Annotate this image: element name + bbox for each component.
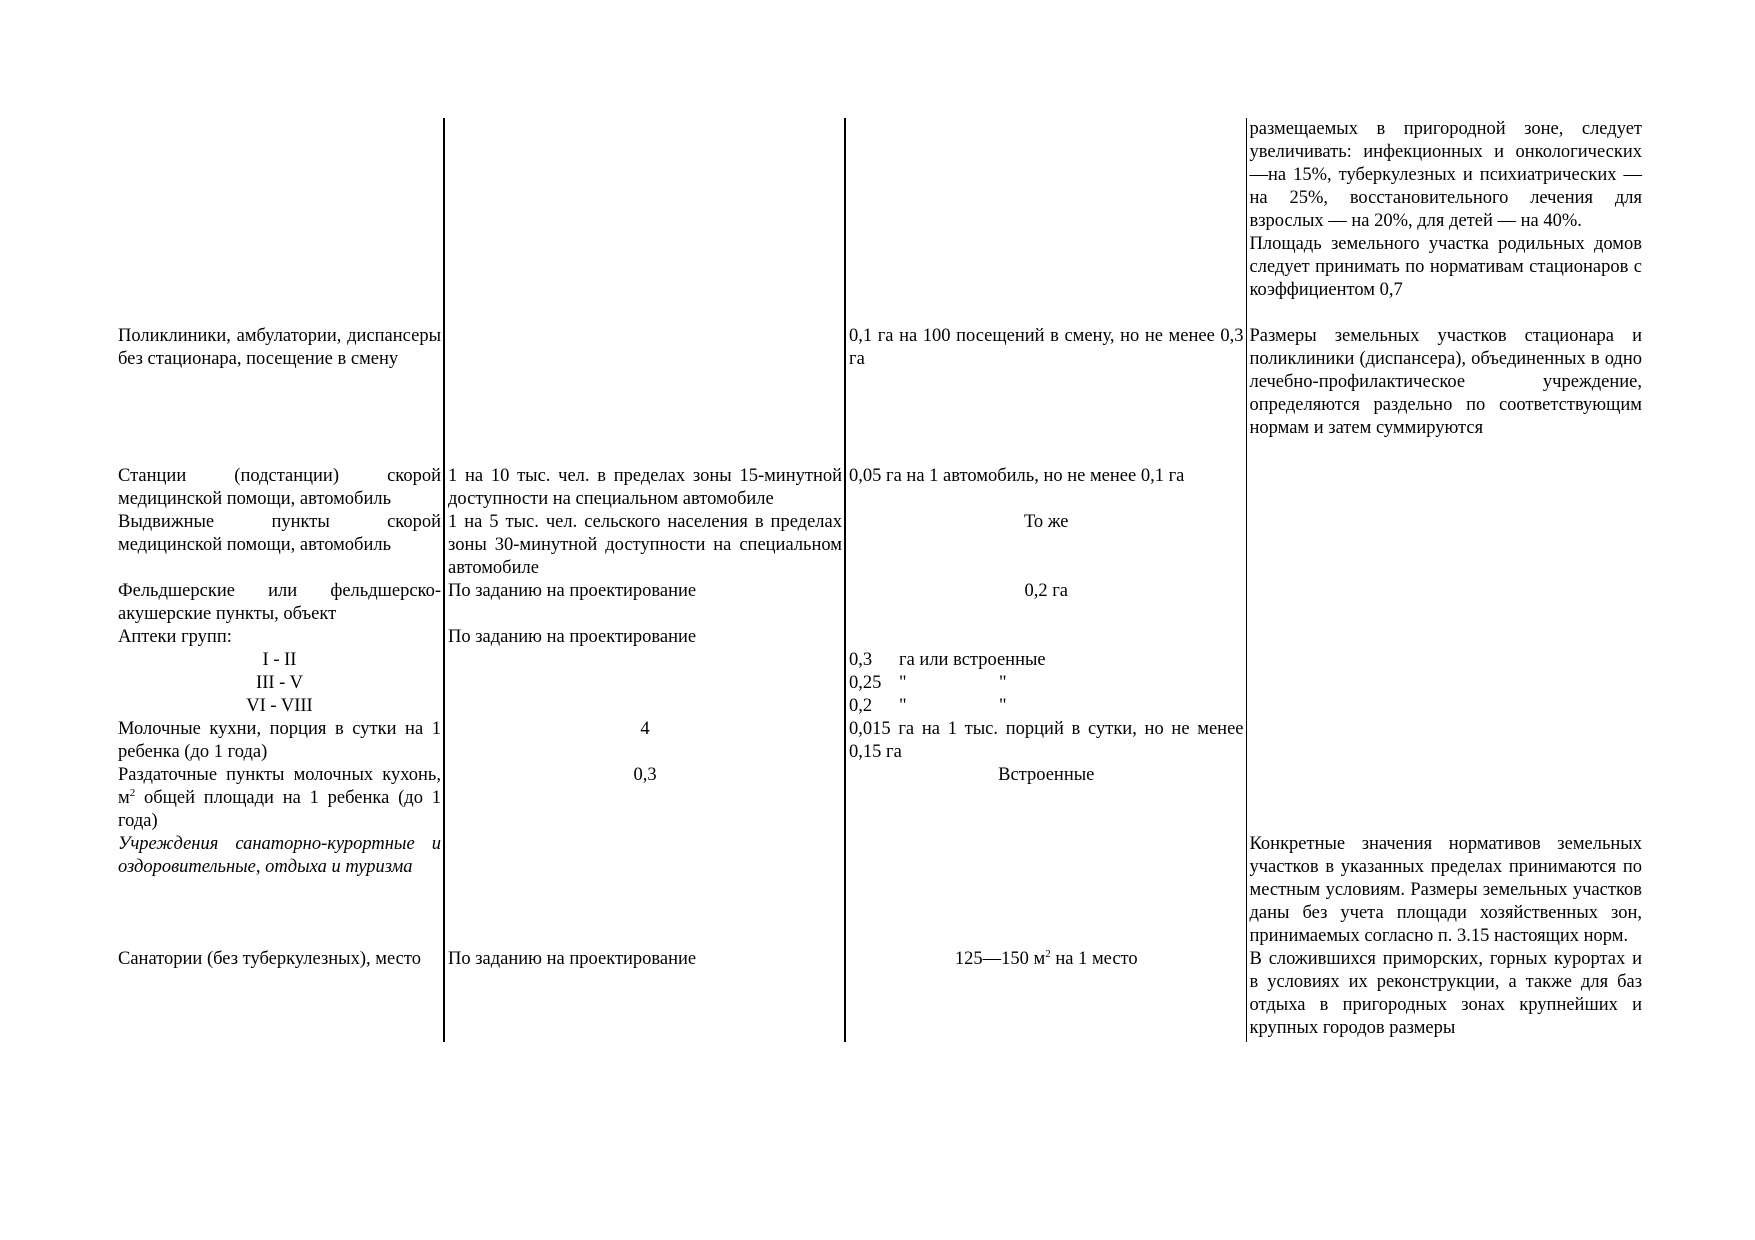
notes-cell (1246, 626, 1644, 718)
land-area-cell: 0,2 га (845, 580, 1246, 626)
land-area-cell: 0,05 га на 1 автомобиль, но не менее 0,1 га (845, 465, 1246, 511)
table-row (117, 511, 1644, 580)
land-area-cell: 125—150 $м^2$ на 1 место (845, 948, 1246, 1042)
pharmacy-group: VI - VIII (246, 696, 313, 716)
norms-table (117, 118, 1644, 1042)
land-area-cell: То же (845, 511, 1246, 580)
capacity-norm-cell: 1 на 5 тыс. чел. сельского населения в пределах зоны 30-минутной доступности на специальном автомобиле (444, 511, 845, 580)
notes-cell (1246, 511, 1644, 580)
land-area-cell (845, 833, 1246, 948)
notes-cell (1246, 118, 1644, 325)
capacity-norm-cell: По заданию на проектирование (444, 580, 845, 626)
table-row (117, 718, 1644, 764)
land-area-cell: 0,015 га на 1 тыс. порций в сутки, но не менее 0,15 га (845, 718, 1246, 764)
capacity-norm-cell (444, 118, 845, 325)
notes-cell: Размеры земельных участков стационара и поликлиники (диспансера), объединенных в одно лечебно-профилактическое учреждение, определяются раздельно по соответствующим нормам и затем суммируются (1246, 325, 1644, 465)
notes-text: размещаемых в пригородной зоне, следует увеличивать: инфекционных и онкологических —на 15%, туберкулезных и психиатрических — на 25%, восстановительного лечения для взрослых — на 20%, для детей — на 40%. (1249, 119, 1642, 231)
capacity-norm-cell: 1 на 10 тыс. чел. в пределах зоны 15-минутной доступности на специальном автомобиле (444, 465, 845, 511)
facility-cell: Раздаточные пункты молочных кухонь, $м^2$ общей площади на 1 ребенка (до 1 года) (118, 765, 441, 831)
capacity-norm-cell: По заданию на проектирование (444, 948, 845, 1042)
notes-cell (1246, 718, 1644, 764)
notes-cell (1246, 764, 1644, 833)
notes-cell: В сложившихся приморских, горных курортах и в условиях их реконструкции, а также для баз отдыха в пригородных зонах крупнейших и крупных городов размеры (1246, 948, 1644, 1042)
notes-text: Площадь земельного участка родильных домов следует принимать по нормативам стационаров с коэффициентом 0,7 (1249, 234, 1642, 300)
land-area-cell: 0,1 га на 100 посещений в смену, но не менее 0,3 га (845, 325, 1246, 465)
facility-cell: Выдвижные пункты скорой медицинской помощи, автомобиль (118, 512, 441, 555)
pharmacy-group: I - II (262, 650, 297, 670)
capacity-norm-cell (444, 325, 845, 465)
facility-cell (117, 626, 444, 718)
table-row (117, 948, 1644, 1042)
pharmacy-heading: Аптеки групп: (118, 627, 232, 647)
land-area-cell: Встроенные (845, 764, 1246, 833)
table-row (117, 626, 1644, 718)
capacity-norm-cell: 4 (444, 718, 845, 764)
table-row (117, 325, 1644, 465)
facility-cell: Санатории (без туберкулезных), место (118, 949, 421, 969)
section-heading-cell: Учреждения санаторно-курортные и оздоровительные, отдыха и туризма (118, 834, 441, 877)
table-row (117, 465, 1644, 511)
land-area-cell (845, 118, 1246, 325)
table-row (117, 118, 1644, 325)
pharmacy-area-line: 0,2 " " (849, 696, 1007, 716)
notes-cell (1246, 580, 1644, 626)
capacity-norm-cell: По заданию на проектирование (444, 626, 845, 718)
facility-cell: Молочные кухни, порция в сутки на 1 ребенка (до 1 года) (118, 719, 441, 762)
notes-cell: Конкретные значения нормативов земельных участков в указанных пределах принимаются по местным условиям. Размеры земельных участков даны без учета площади хозяйственных зон, принимаемых согласно п. 3.15 настоящих норм. (1246, 833, 1644, 948)
table-row (117, 580, 1644, 626)
facility-cell: Фельдшерские или фельдшерско-акушерские пункты, объект (118, 581, 441, 624)
table-row (117, 833, 1644, 948)
pharmacy-group: III - V (256, 673, 303, 693)
land-area-cell (845, 626, 1246, 718)
notes-cell (1246, 465, 1644, 511)
facility-cell (117, 118, 444, 325)
pharmacy-area-line: 0,3 га или встроенные (849, 650, 1046, 670)
facility-cell: Станции (подстанции) скорой медицинской помощи, автомобиль (118, 466, 441, 509)
capacity-norm-cell: 0,3 (444, 764, 845, 833)
pharmacy-area-line: 0,25 " " (849, 673, 1007, 693)
capacity-norm-cell (444, 833, 845, 948)
facility-cell: Поликлиники, амбулатории, диспансеры без стационара, посещение в смену (118, 326, 441, 369)
table-row (117, 764, 1644, 833)
